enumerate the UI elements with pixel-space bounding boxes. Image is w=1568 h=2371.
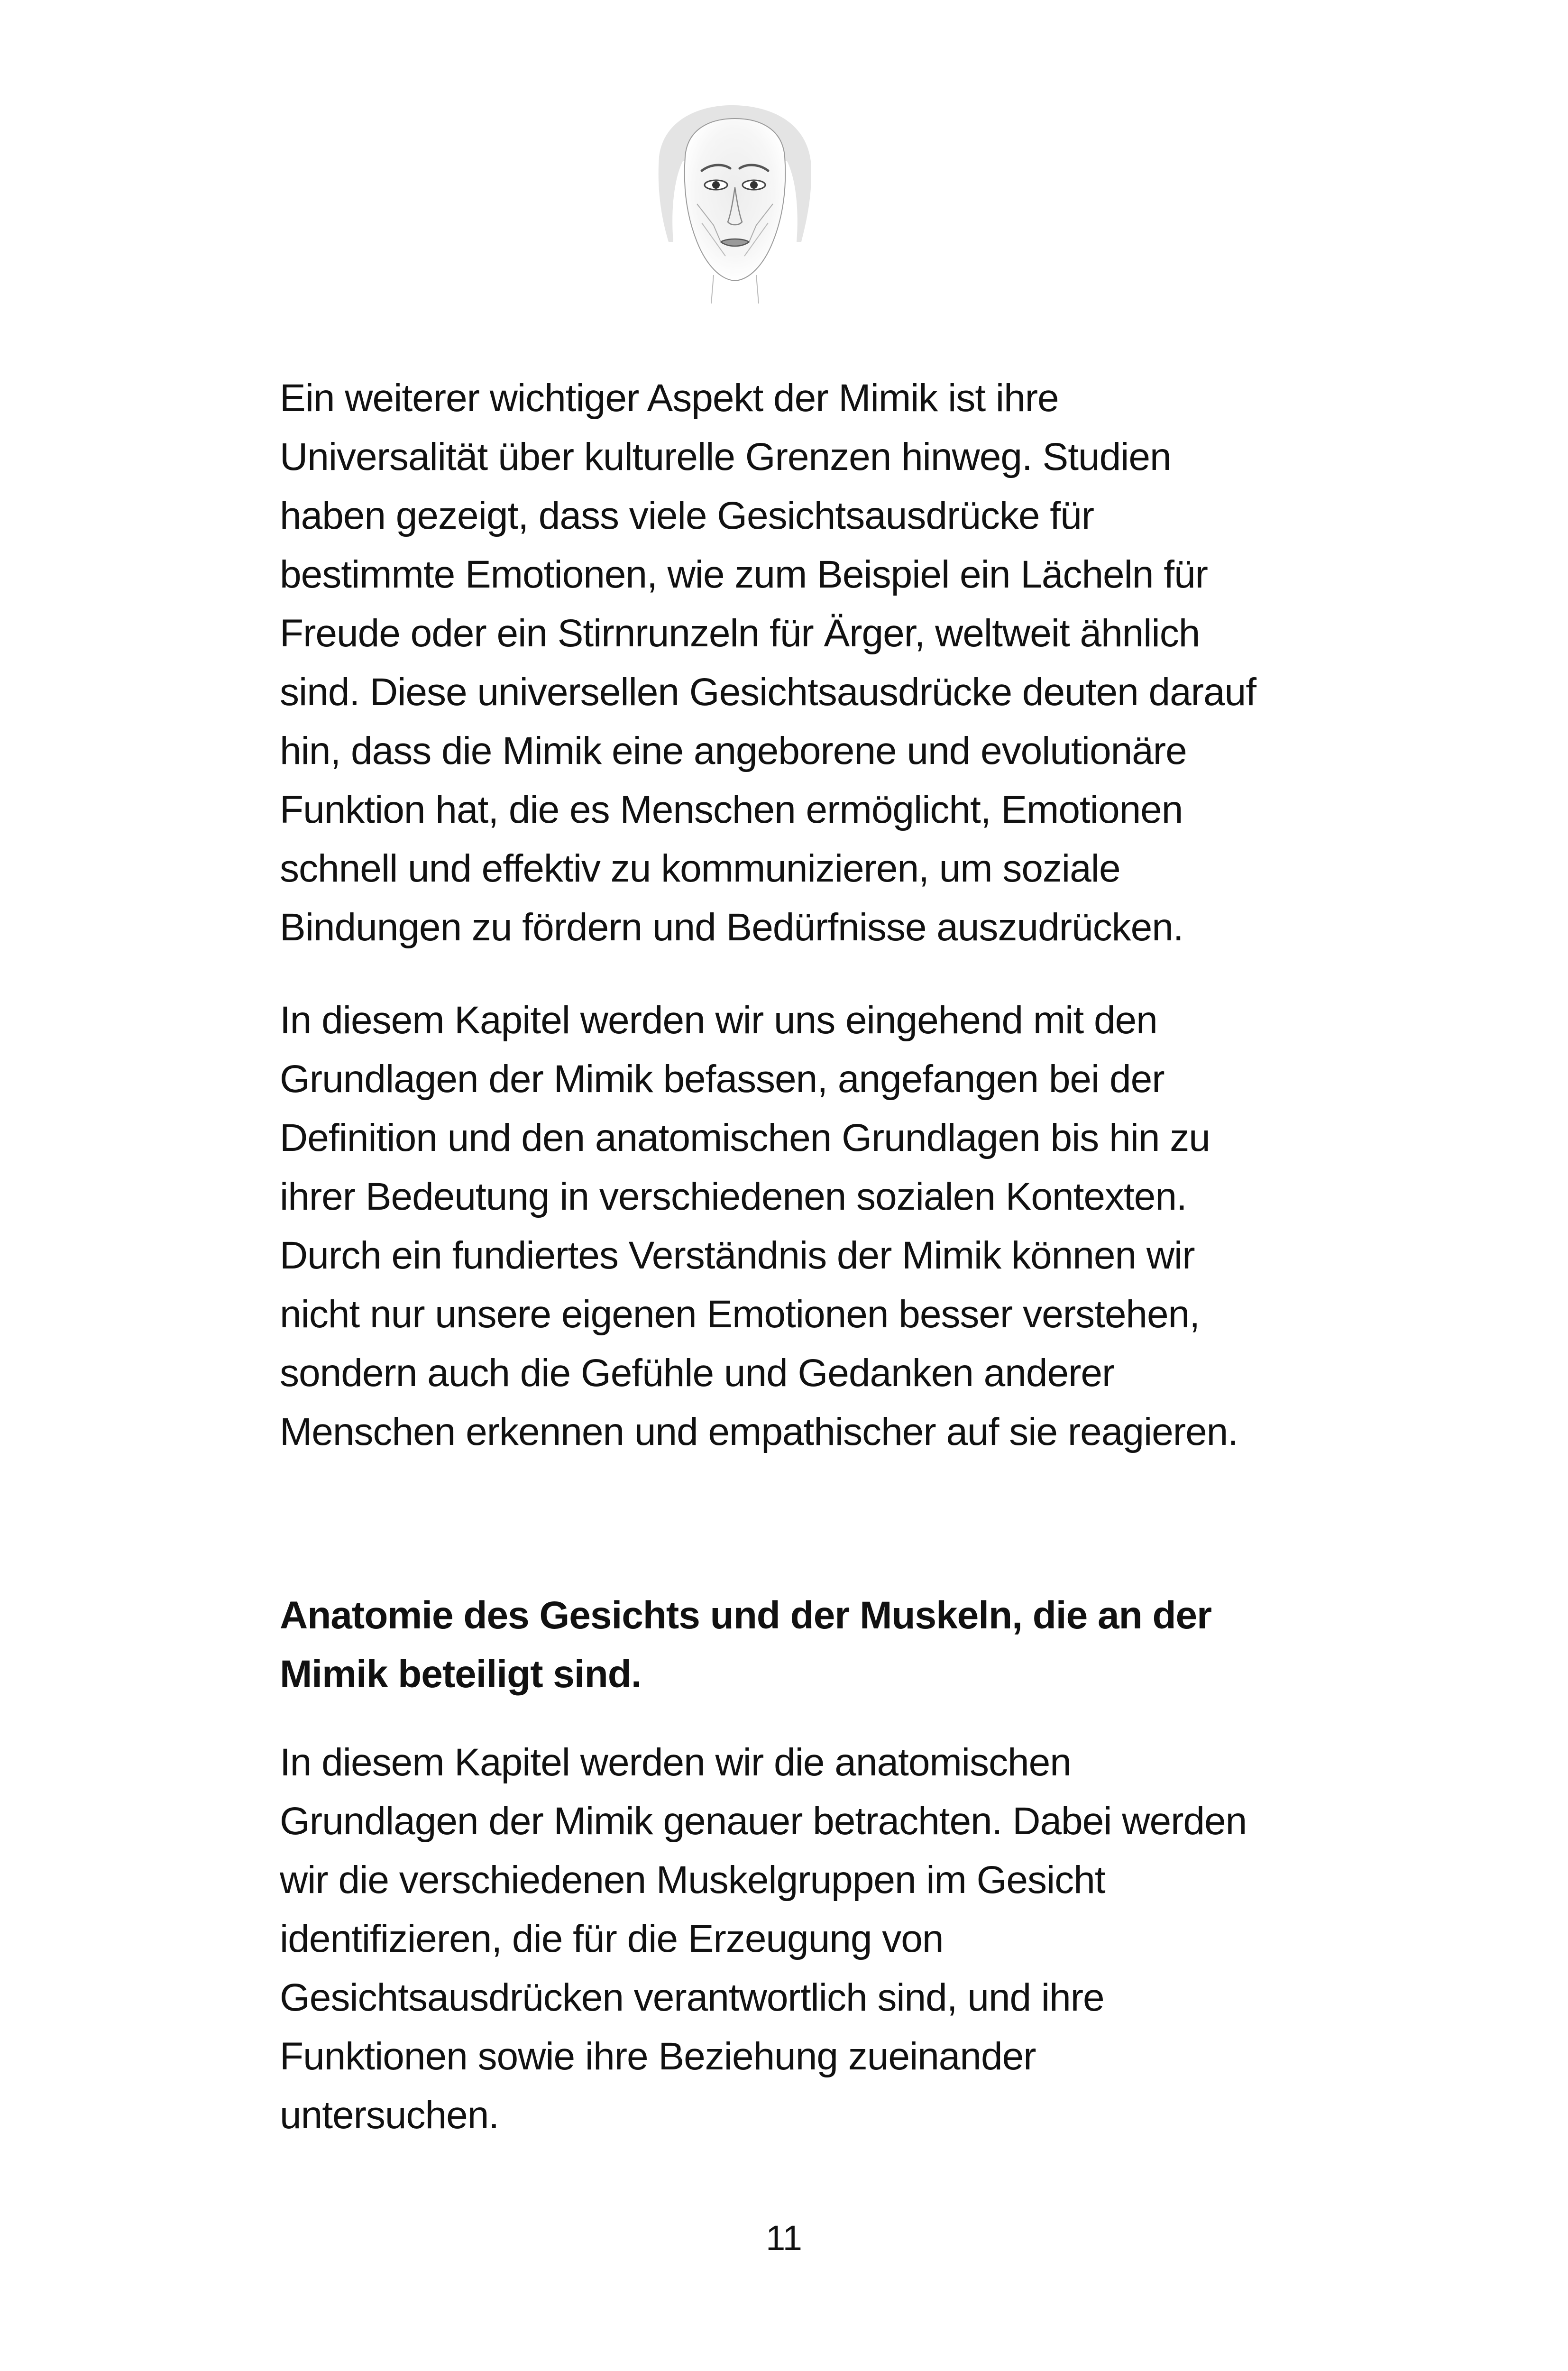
- text-line: ihrer Bedeutung in verschiedenen sozialen Kontexten.: [280, 1175, 1187, 1218]
- page-number: 11: [766, 2218, 802, 2258]
- text-line: Definition und den anatomischen Grundlagen bis hin zu: [280, 1116, 1210, 1159]
- paragraph-chapter-overview: [280, 991, 1299, 1461]
- text-line: nicht nur unsere eigenen Emotionen besser verstehen,: [280, 1293, 1200, 1336]
- text-line: untersuchen.: [280, 2094, 499, 2137]
- text-line: schnell und effektiv zu kommunizieren, um soziale: [280, 847, 1120, 890]
- paragraph-anatomy-intro: [280, 1733, 1299, 2145]
- text-line: In diesem Kapitel werden wir die anatomischen: [280, 1741, 1071, 1784]
- text-line: hin, dass die Mimik eine angeborene und evolutionäre: [280, 729, 1187, 772]
- text-line: Gesichtsausdrücken verantwortlich sind, und ihre: [280, 1976, 1104, 2019]
- paragraph-universality: [280, 369, 1299, 957]
- text-line: bestimmte Emotionen, wie zum Beispiel ein Lächeln für: [280, 553, 1208, 596]
- text-line: Universalität über kulturelle Grenzen hinweg. Studien: [280, 435, 1171, 478]
- text-line: haben gezeigt, dass viele Gesichtsausdrücke für: [280, 494, 1094, 537]
- text-line: Funktionen sowie ihre Beziehung zueinander: [280, 2035, 1036, 2078]
- heading-line: Anatomie des Gesichts und der Muskeln, die an der: [280, 1594, 1212, 1637]
- text-line: Freude oder ein Stirnrunzeln für Ärger, weltweit ähnlich: [280, 612, 1200, 655]
- text-line: Grundlagen der Mimik genauer betrachten. Dabei werden: [280, 1800, 1247, 1843]
- text-line: sind. Diese universellen Gesichtsausdrücke deuten darauf: [280, 671, 1256, 714]
- text-line: Durch ein fundiertes Verständnis der Mimik können wir: [280, 1234, 1195, 1277]
- text-line: In diesem Kapitel werden wir uns eingehend mit den: [280, 999, 1157, 1042]
- heading-line: Mimik beteiligt sind.: [280, 1653, 642, 1696]
- text-line: Grundlagen der Mimik befassen, angefangen bei der: [280, 1057, 1165, 1101]
- face-sketch-icon: [631, 100, 839, 318]
- text-line: wir die verschiedenen Muskelgruppen im Gesicht: [280, 1858, 1105, 1902]
- text-line: Bindungen zu fördern und Bedürfnisse auszudrücken.: [280, 906, 1183, 949]
- text-line: identifizieren, die für die Erzeugung von: [280, 1917, 944, 1960]
- text-line: sondern auch die Gefühle und Gedanken anderer: [280, 1351, 1115, 1395]
- text-line: Funktion hat, die es Menschen ermöglicht, Emotionen: [280, 788, 1183, 831]
- text-line: Ein weiterer wichtiger Aspekt der Mimik ist ihre: [280, 377, 1059, 420]
- text-line: Menschen erkennen und empathischer auf sie reagieren.: [280, 1410, 1238, 1453]
- section-heading: [280, 1586, 1299, 1704]
